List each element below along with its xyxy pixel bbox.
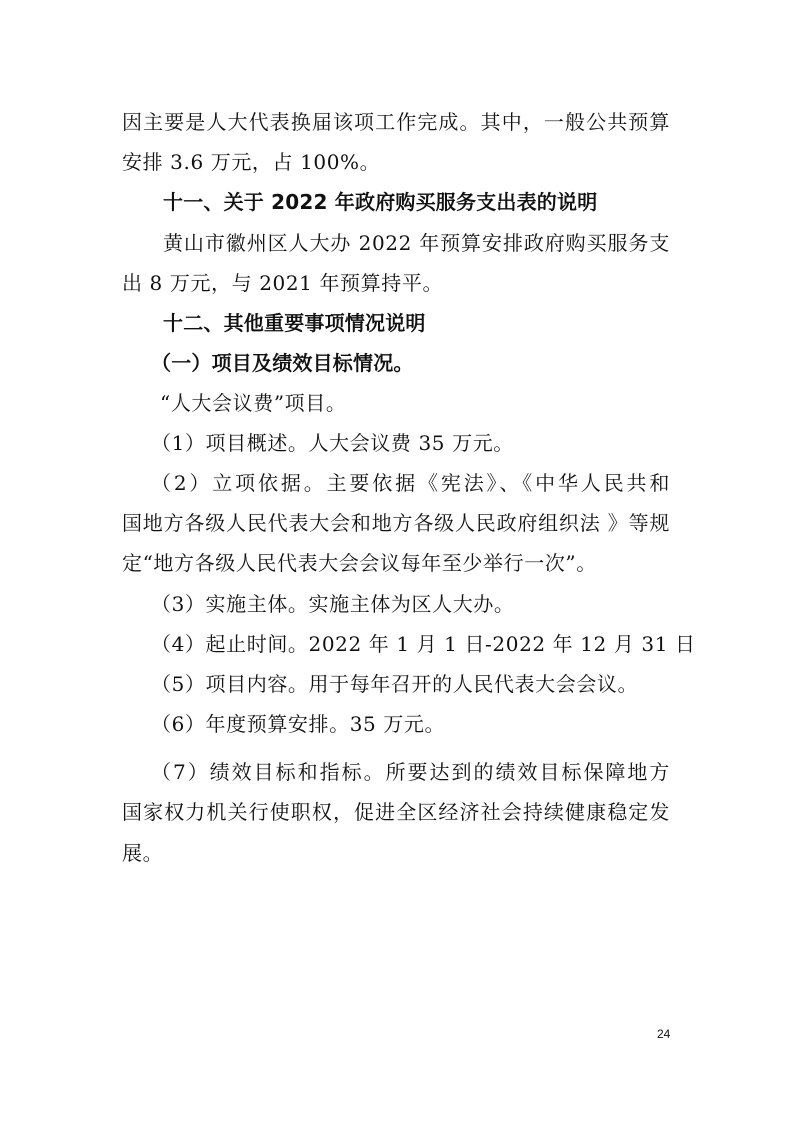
body-text-line: 因主要是人大代表换届该项工作完成。其中，一般公共预算 (122, 110, 670, 134)
list-item: （3）实施主体。实施主体为区人大办。 (151, 592, 515, 616)
list-item: （4）起止时间。2022 年 1 月 1 日-2022 年 12 月 31 日 (151, 632, 696, 656)
body-text-line: 黄山市徽州区人大办 2022 年预算安排政府购买服务支 (163, 231, 670, 255)
section-heading-11: 十一、关于 2022 年政府购买服务支出表的说明 (163, 190, 598, 214)
body-text-line: 出 8 万元，与 2021 年预算持平。 (122, 271, 444, 295)
list-item: （2）立项依据。主要依据《宪法》、《中华人民共和 (151, 471, 670, 495)
body-text-line: 展。 (122, 841, 164, 865)
body-text-line: “人大会议费”项目。 (160, 391, 347, 415)
body-text-line: 国地方各级人民代表大会和地方各级人民政府组织法 》等规 (122, 511, 670, 535)
page-number: 24 (657, 1027, 671, 1041)
body-text-line: 定“地方各级人民代表大会会议每年至少举行一次”。 (122, 551, 597, 575)
list-item: （7）绩效目标和指标。所要达到的绩效目标保障地方 (151, 760, 670, 784)
body-text-line: 国家权力机关行使职权，促进全区经济社会持续健康稳定发 (122, 800, 670, 824)
list-item: （1）项目概述。人大会议费 35 万元。 (151, 431, 514, 455)
body-text-line: 安排 3.6 万元，占 100%。 (122, 150, 381, 174)
list-item: （5）项目内容。用于每年召开的人民代表大会会议。 (151, 672, 639, 696)
section-heading-12: 十二、其他重要事项情况说明 (163, 311, 426, 335)
subsection-heading: （一）项目及绩效目标情况。 (151, 351, 414, 375)
list-item: （6）年度预算安排。35 万元。 (151, 712, 446, 736)
